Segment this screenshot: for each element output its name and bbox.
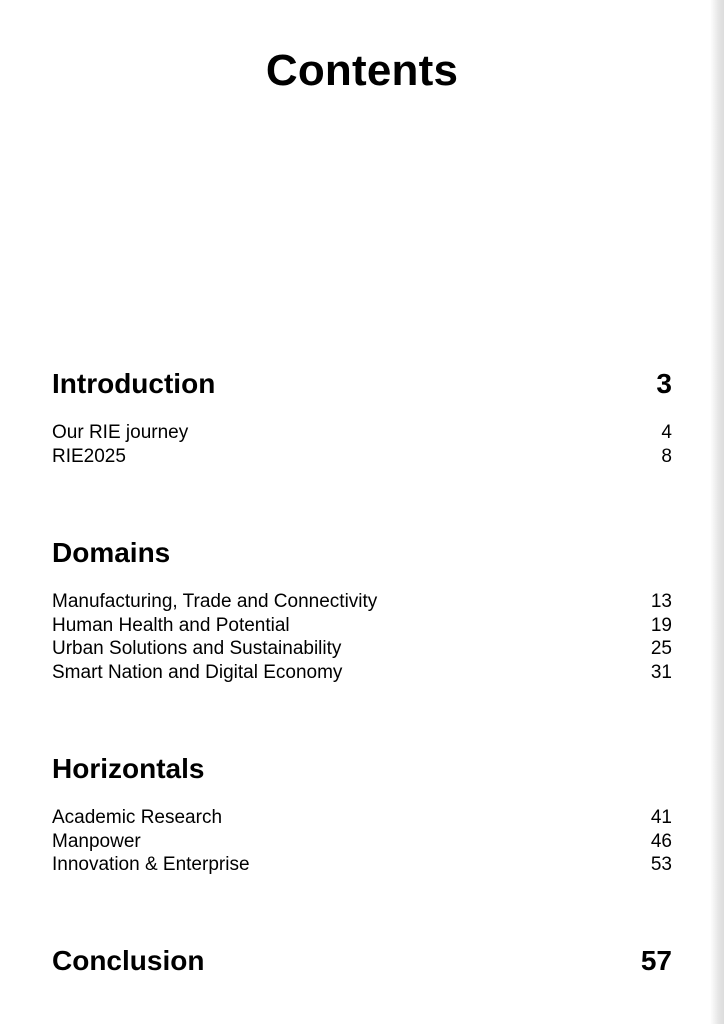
page-edge-shadow	[710, 0, 724, 1024]
toc-entry-page: 13	[650, 591, 672, 612]
toc-entry-label: Manufacturing, Trade and Connectivity	[52, 591, 378, 612]
section-page-number: 3	[656, 368, 672, 399]
toc-entry[interactable]	[52, 614, 672, 638]
toc-section-domains	[52, 536, 672, 684]
toc-section-introduction	[52, 367, 672, 468]
toc-entry-page: 31	[650, 661, 672, 683]
section-heading-label: Horizontals	[52, 753, 205, 784]
toc-entry-label: Urban Solutions and Sustainability	[52, 638, 342, 659]
toc-entry-label: Innovation & Enterprise	[52, 854, 250, 875]
page-title: Contents	[265, 46, 459, 95]
toc-entry[interactable]	[52, 661, 672, 685]
toc-entry[interactable]	[52, 590, 672, 614]
section-heading-label: Conclusion	[52, 945, 205, 976]
section-heading-label: Domains	[52, 537, 171, 568]
toc-entry-page: 8	[661, 445, 672, 467]
toc-section-heading[interactable]	[52, 536, 672, 570]
toc-entry-label: Academic Research	[52, 807, 223, 828]
toc-entry-page: 46	[650, 830, 672, 852]
section-page-number: 57	[640, 945, 672, 976]
toc-entry[interactable]	[52, 421, 672, 445]
toc-entry-label: RIE2025	[52, 445, 126, 467]
toc-entry[interactable]	[52, 853, 672, 877]
toc-section-heading[interactable]	[52, 944, 672, 978]
toc-section-heading[interactable]	[52, 367, 672, 401]
toc-section-conclusion	[52, 944, 672, 978]
toc-entry[interactable]	[52, 830, 672, 854]
toc-entry[interactable]	[52, 445, 672, 469]
toc-entry-page: 41	[650, 807, 672, 828]
toc-section-heading[interactable]	[52, 752, 672, 786]
toc-section-horizontals	[52, 752, 672, 877]
toc-entry-page: 25	[650, 638, 672, 659]
toc-entry[interactable]	[52, 637, 672, 661]
toc-entry-page: 53	[650, 854, 672, 875]
toc-entry-label: Smart Nation and Digital Economy	[52, 661, 343, 683]
toc-entry-label: Manpower	[52, 830, 141, 852]
toc-entry-page: 19	[650, 614, 672, 636]
toc-entry[interactable]	[52, 806, 672, 830]
section-heading-label: Introduction	[52, 368, 216, 399]
toc-entry-page: 4	[661, 422, 672, 443]
toc-entry-label: Our RIE journey	[52, 422, 189, 443]
toc-entry-label: Human Health and Potential	[52, 614, 290, 636]
